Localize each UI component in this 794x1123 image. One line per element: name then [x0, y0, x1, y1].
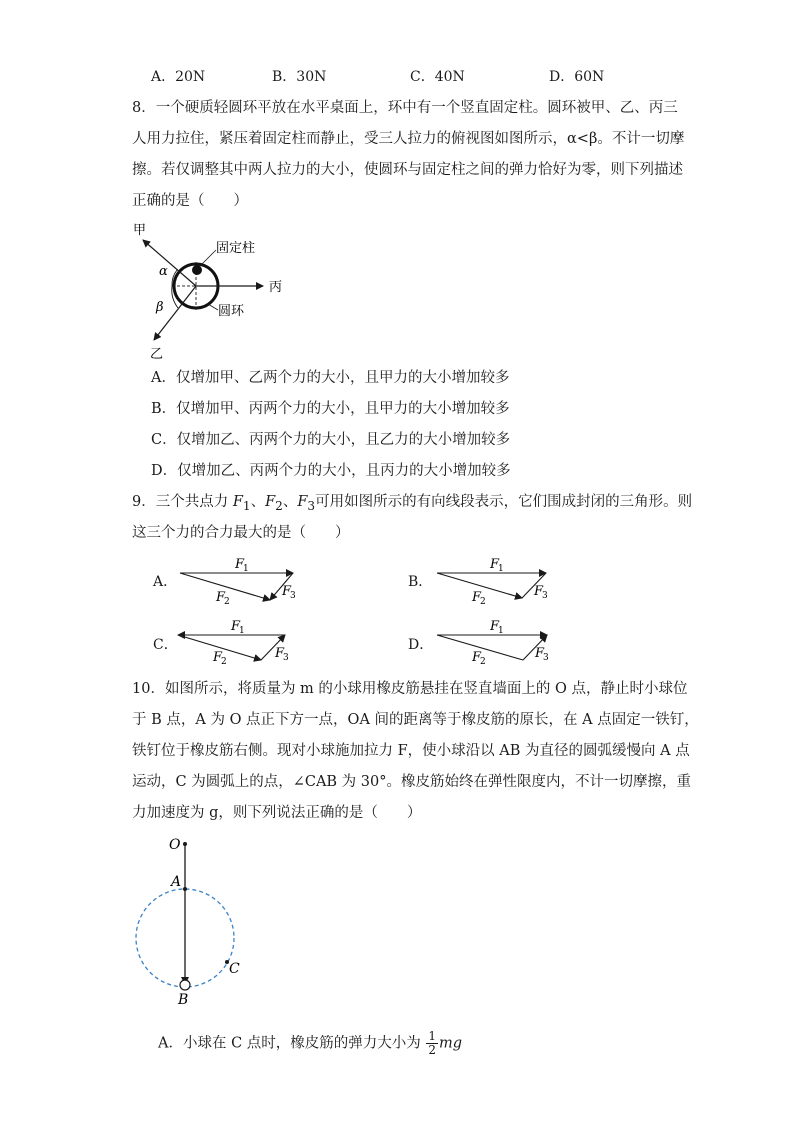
q10-circle-figure [130, 832, 260, 1012]
ball-b [180, 980, 190, 990]
sep: 、 [250, 494, 266, 510]
c-f2-sub: 2 [221, 657, 227, 667]
q8-option-b: B．仅增加甲、丙两个力的大小，且甲力的大小增加较多 [151, 401, 510, 417]
fraction-denominator: 2 [428, 1043, 437, 1057]
d-f2-label: F [472, 650, 482, 665]
c-f1-label: F [231, 619, 241, 634]
fraction [426, 1030, 438, 1057]
label-c: C [229, 961, 240, 977]
a-f1-label: F [235, 557, 245, 572]
label-alpha: α [159, 264, 168, 279]
label-a: A [171, 874, 182, 890]
c-f3-sub: 3 [283, 653, 289, 663]
q9-stem-prefix: 9．三个共点力 [132, 494, 233, 510]
q10-stem-line-2: 于 B 点，A 为 O 点正下方一点，OA 间的距离等于橡皮筋的原长，在 A 点固定一铁钉， [132, 712, 699, 728]
q9-stem-rest: 可用如图所示的有向线段表示，它们围成封闭的三角形。则 [315, 494, 693, 510]
d-f2-sub: 2 [480, 657, 486, 667]
triangle-d [437, 635, 547, 660]
label-jia: 甲 [133, 223, 147, 238]
q8-stem-line-3: 擦。若仅调整其中两人拉力的大小，使圆环与固定柱之间的弹力恰好为零，则下列描述 [132, 162, 683, 178]
q10-stem-line-4: 运动，C 为圆弧上的点，∠CAB 为 30°。橡皮筋始终在弹性限度内，不计一切摩擦，重 [132, 774, 691, 790]
mg: mg [439, 1035, 463, 1052]
q10-stem-line-3: 铁钉位于橡皮筋右侧。现对小球施加拉力 F，使小球沿以 AB 为直径的圆弧缓慢向 A 点 [132, 743, 690, 759]
b-f3-sub: 3 [542, 591, 548, 601]
force-f3: F [297, 494, 308, 510]
b-f3-label: F [534, 584, 544, 599]
force-f2: F [265, 494, 276, 510]
q10-option-a [158, 1030, 462, 1057]
fraction-numerator: 1 [428, 1029, 437, 1043]
a-f2-label: F [216, 590, 226, 605]
a-f3-sub: 3 [290, 591, 296, 601]
q8-stem-line-4: 正确的是（ ） [132, 193, 248, 209]
label-o: O [169, 837, 181, 853]
d-f1-sub: 1 [498, 626, 504, 636]
f2-sub: 2 [275, 498, 283, 513]
point-o [183, 842, 187, 846]
q9-label-d: D． [408, 637, 434, 653]
q10-option-a-text: A．小球在 C 点时，橡皮筋的弹力大小为 [158, 1035, 421, 1052]
q8-stem-line-2: 人用力拉住，紧压着固定柱而静止，受三人拉力的俯视图如图所示，α<β。不计一切摩 [132, 131, 685, 147]
triangle-a [180, 573, 293, 600]
label-pillar: 固定柱 [216, 241, 256, 256]
f3-sub: 3 [307, 498, 316, 513]
sep: 、 [282, 494, 298, 510]
a-f2-sub: 2 [224, 597, 230, 607]
b-f1-label: F [490, 557, 500, 572]
q7-option-a: A．20N [151, 69, 206, 85]
label-bing: 丙 [269, 280, 283, 295]
c-f1-sub: 1 [239, 626, 245, 636]
q9-stem-line-2: 这三个力的合力最大的是（ ） [132, 525, 350, 541]
label-b: B [178, 992, 189, 1008]
q8-option-d: D．仅增加乙、丙两个力的大小，且丙力的大小增加较多 [151, 463, 511, 479]
label-yi: 乙 [150, 347, 164, 362]
q9-label-c: C． [153, 637, 178, 653]
triangle-c [178, 635, 285, 660]
force-f1: F [232, 494, 243, 510]
q7-option-c: C．40N [410, 69, 465, 85]
d-f3-label: F [535, 646, 545, 661]
q7-option-d: D．60N [549, 69, 605, 85]
q8-stem-line-1: 8．一个硬质轻圆环平放在水平桌面上，环中有一个竖直固定柱。圆环被甲、乙、丙三 [132, 100, 678, 116]
q7-option-b: B．30N [272, 69, 327, 85]
a-f3-label: F [282, 584, 292, 599]
f1-sub: 1 [242, 498, 251, 513]
point-a [183, 887, 187, 891]
b-f2-sub: 2 [480, 597, 486, 607]
d-f3-sub: 3 [543, 653, 549, 663]
q8-option-c: C．仅增加乙、丙两个力的大小，且乙力的大小增加较多 [151, 432, 511, 448]
q8-option-a: A．仅增加甲、乙两个力的大小，且甲力的大小增加较多 [151, 370, 510, 386]
label-beta: β [156, 300, 164, 315]
triangle-b [437, 573, 546, 598]
q10-stem-line-1: 10．如图所示，将质量为 m 的小球用橡皮筋悬挂在竖直墙面上的 O 点，静止时小球位 [132, 681, 688, 697]
b-f1-sub: 1 [498, 564, 504, 574]
c-f2-label: F [213, 650, 223, 665]
q9-label-a: A． [153, 574, 178, 590]
b-f2-label: F [472, 590, 482, 605]
label-ring: 圆环 [218, 304, 245, 319]
q10-stem-line-5: 力加速度为 g，则下列说法正确的是（ ） [132, 805, 422, 821]
q9-label-b: B． [408, 574, 433, 590]
c-f3-label: F [275, 646, 285, 661]
a-f1-sub: 1 [243, 564, 249, 574]
d-f1-label: F [490, 619, 500, 634]
